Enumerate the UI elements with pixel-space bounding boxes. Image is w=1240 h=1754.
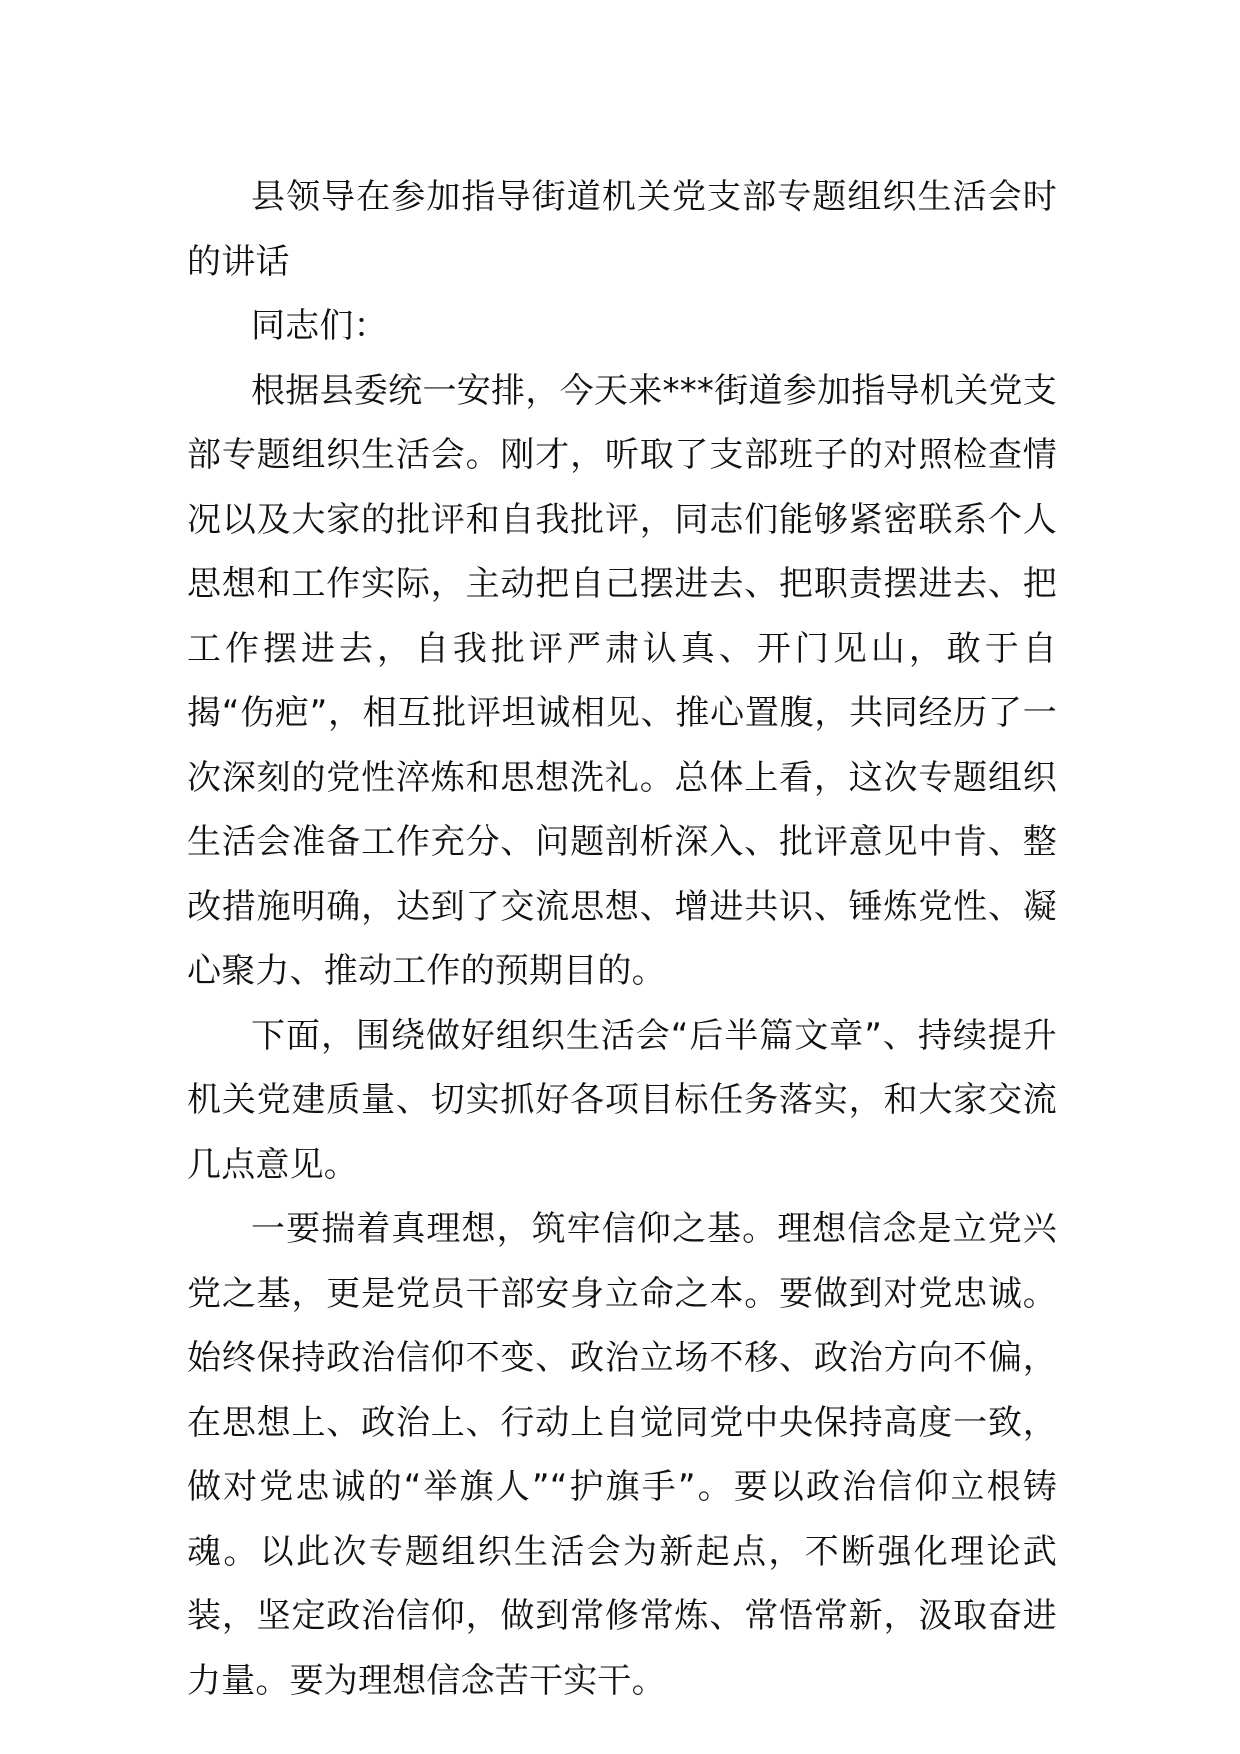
document-title: 县领导在参加指导街道机关党支部专题组织生活会时的讲话 xyxy=(187,177,1057,282)
paragraph-point-one: 一要揣着真理想，筑牢信仰之基。理想信念是立党兴党之基，更是党员干部安身立命之本。要做到对党忠诚。始终保持政治信仰不变、政治立场不移、政治方向不偏，在思想上、政治上、行动上自觉同党中央保持高度一致，做对党忠诚的“举旗人”“护旗手”。要以政治信仰立根铸魂。以此次专题组织生活会为新起点，不断强化理论武装，坚定政治信仰，做到常修常炼、常悟常新，汲取奋进力量。要为理想信念苦干实干。 xyxy=(187,1209,1057,1701)
document-body xyxy=(187,165,1057,1713)
greeting: 同志们： xyxy=(251,306,388,346)
paragraph-transition: 下面，围绕做好组织生活会“后半篇文章”、持续提升机关党建质量、切实抓好各项目标任务落实，和大家交流几点意见。 xyxy=(187,1015,1057,1185)
paragraph-intro: 根据县委统一安排，今天来***街道参加指导机关党支部专题组织生活会。刚才，听取了支部班子的对照检查情况以及大家的批评和自我批评，同志们能够紧密联系个人思想和工作实际，主动把自己摆进去、把职责摆进去、把工作摆进去，自我批评严肃认真、开门见山，敢于自揭“伤疤”，相互批评坦诚相见、推心置腹，共同经历了一次深刻的党性淬炼和思想洗礼。总体上看，这次专题组织生活会准备工作充分、问题剖析深入、批评意见中肯、整改措施明确，达到了交流思想、增进共识、锤炼党性、凝心聚力、推动工作的预期目的。 xyxy=(187,370,1057,991)
